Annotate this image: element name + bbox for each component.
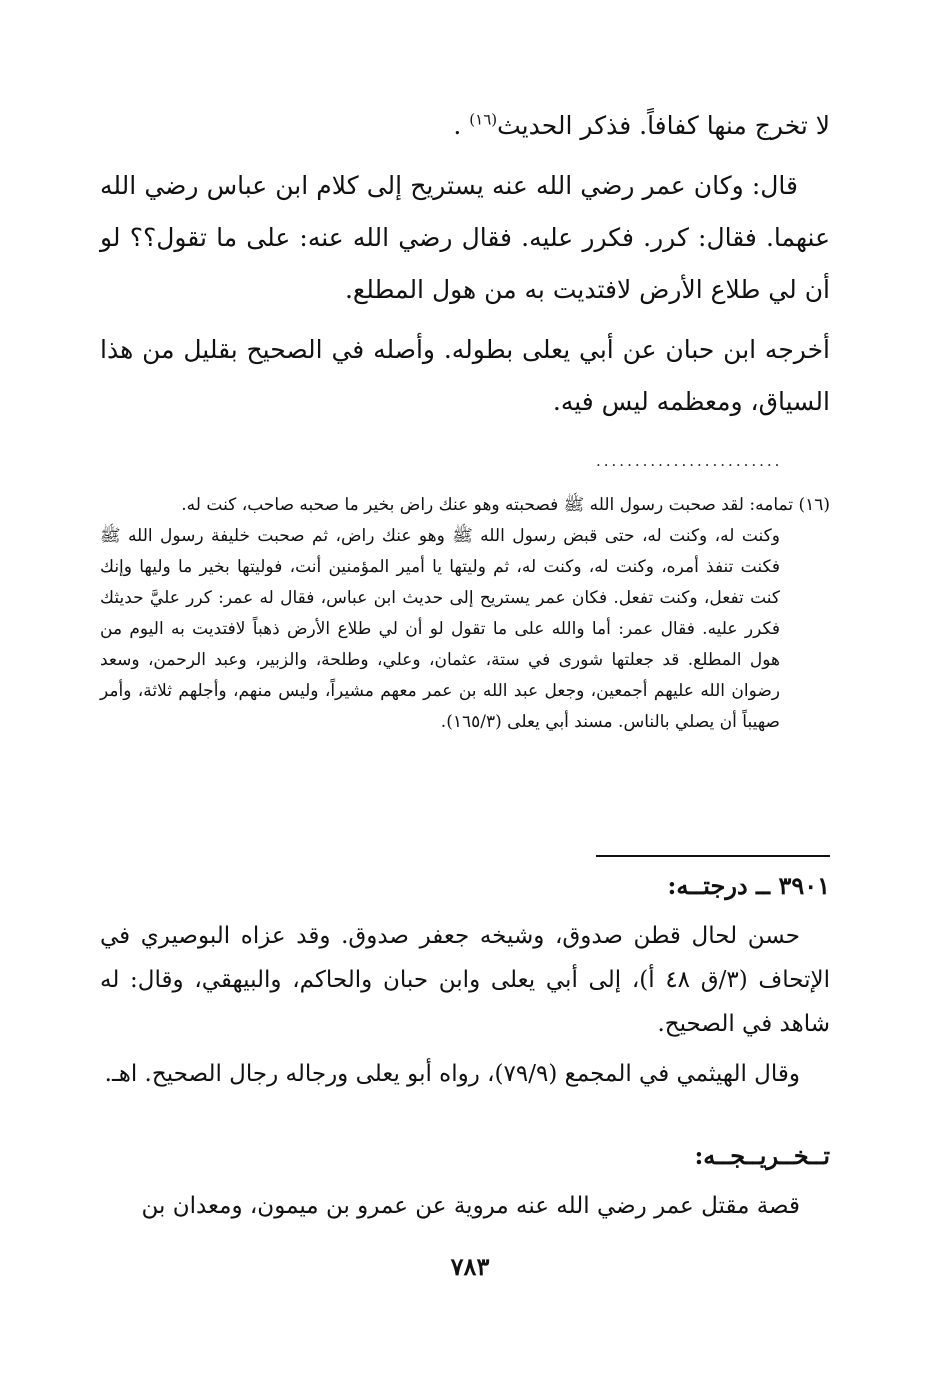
footnote-first-line: (١٦) تمامه: لقد صحبت رسول الله ﷺ فصحبته وهو عنك راض بخير ما صحبه صاحب، كنت له. [181,495,830,515]
grade-paragraph-1: حسن لحال قطن صدوق، وشيخه جعفر صدوق. وقد عزاه البوصيري في الإتحاف (٣/ق ٤٨ أ)، إلى أبي يعلى وابن حبان والحاكم، والبيهقي، وقال: له شاهد في الصحيح. [100,923,831,1037]
takhrij-section [100,1134,830,1228]
grade-heading: ٣٩٠١ ــ درجتــه: [667,871,830,900]
main-line-1-text: لا تخرج منها كفافاً. فذكر الحديث [497,111,830,140]
main-line-1-end: . [453,111,462,140]
grade-paragraph-2: وقال الهيثمي في المجمع (٧٩/٩)، رواه أبو يعلى ورجاله رجال الصحيح. اهـ. [104,1061,800,1087]
footnote-body: وكنت له، وكنت له، حتى قبض رسول الله ﷺ وهو عنك راض، ثم صحبت خليفة رسول الله ﷺ فكنت تنفذ أمره، وكنت له، وكنت له، ثم وليتها يا أمير المؤمنين أنت، فوليتها بخير ما وليها وإنك كنت تفعل، وكنت تفعل. فكان عمر يستريح إلى حديث ابن عباس، فقال له عمر: كرر عليَّ حديثك فكرر عليه. فقال عمر: أما والله على ما تقول لو أن لي طلاع الأرض ذهباً لافتديت به اليوم من هول المطلع. قد جعلتها شورى في ستة، عثمان، وعلي، وطلحة، والزبير، وعبد الرحمن، وسعد رضوان الله عليهم أجمعين، وجعل عبد الله بن عمر معهم مشيراً، وليس منهم، وأجلهم ثلاثة، وأمر صهيباً أن يصلي بالناس. مسند أبي يعلى (١٦٥/٣). [100,526,780,732]
takhrij-paragraph-1: قصة مقتل عمر رضي الله عنه مروية عن عمرو بن ميمون، ومعدان بن [141,1193,800,1219]
grade-section [100,864,830,1096]
takhrij-heading: تــخــريــجــه: [694,1141,830,1170]
main-line-1 [100,100,830,152]
main-text [100,100,830,428]
page-number: ٧٨٣ [450,1252,490,1281]
section-divider [596,855,830,857]
footnote-reference: (١٦) [469,110,498,129]
main-paragraph-2: قال: وكان عمر رضي الله عنه يستريح إلى كلام ابن عباس رضي الله عنهما. فقال: كرر. فكرر عليه. فقال رضي الله عنه: على ما تقول؟؟ لو أن لي طلاع الأرض لافتديت به من هول المطلع. [100,171,830,304]
footnote [100,490,830,738]
footnote-separator: ........................ [596,452,783,470]
main-paragraph-3: أخرجه ابن حبان عن أبي يعلى بطوله. وأصله في الصحيح بقليل من هذا السياق، ومعظمه ليس فيه. [100,335,830,416]
